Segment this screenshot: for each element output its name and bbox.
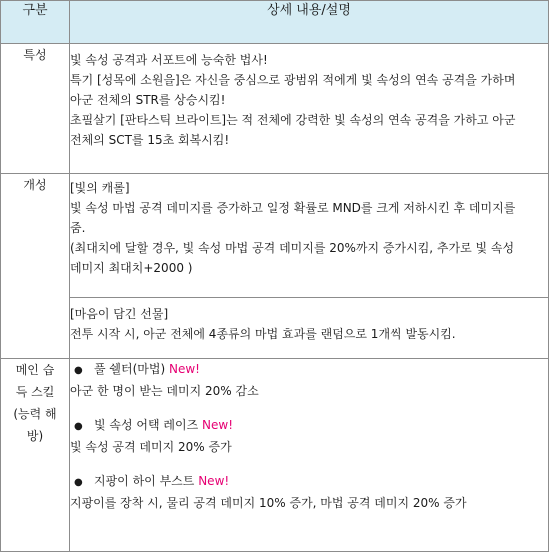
header-category: 구분 <box>1 1 70 44</box>
skill-name: 지팡이 하이 부스트 <box>94 474 195 489</box>
skills-label <box>1 359 70 552</box>
skills-label-line: 메인 습 <box>15 363 55 378</box>
skills-row <box>1 359 549 552</box>
trait-row <box>1 44 549 173</box>
new-badge: New! <box>202 418 233 433</box>
bullet-icon: ● <box>74 421 83 433</box>
new-badge: New! <box>198 474 230 489</box>
skill-item <box>70 359 548 401</box>
personality-item-light-carol <box>70 173 549 297</box>
personality-row-1 <box>1 173 549 297</box>
trait-line: 초필살기 [판타스틱 브라이트]는 적 전체에 강력한 빛 속성의 연속 공격을 가하고 아군 <box>70 113 516 128</box>
personality-item-gift <box>70 297 549 359</box>
personality-line: (최대치에 달할 경우, 빛 속성 마법 공격 데미지를 20%까지 증가시킴, 추가로 빛 속성 <box>70 240 515 255</box>
new-badge: New! <box>168 362 200 377</box>
personality-title: [빛의 캐롤] <box>70 180 130 195</box>
personality-line: 데미지 최대치+2000 ) <box>70 260 193 275</box>
skill-desc: 아군 한 명이 받는 데미지 20% 감소 <box>70 384 259 399</box>
personality-row-2 <box>1 297 549 359</box>
personality-title: [마음이 담긴 선물] <box>70 306 169 321</box>
skill-title <box>70 415 548 437</box>
skill-title <box>70 471 548 493</box>
header-row <box>1 1 549 44</box>
personality-label: 개성 <box>1 173 70 359</box>
trait-content <box>70 44 549 173</box>
skill-item <box>70 415 548 457</box>
skill-name: 빛 속성 어택 레이즈 <box>94 418 199 433</box>
header-details: 상세 내용/설명 <box>70 1 549 44</box>
bullet-icon: ● <box>74 365 83 377</box>
skills-content <box>70 359 549 552</box>
trait-label: 특성 <box>1 44 70 173</box>
skill-desc: 빛 속성 공격 데미지 20% 증가 <box>70 440 232 455</box>
skills-label-line: 득 스킬 <box>15 385 55 400</box>
skill-title <box>70 359 548 381</box>
trait-line: 아군 전체의 STR를 상승시킴! <box>70 93 226 108</box>
personality-line: 전투 시작 시, 아군 전체에 4종류의 마법 효과를 랜덤으로 1개씩 발동시킴. <box>70 326 456 341</box>
skill-name: 풀 쉘터(마법) <box>94 362 166 377</box>
skill-item <box>70 471 548 513</box>
trait-line: 특기 [성목에 소원을]은 자신을 중심으로 광범위 적에게 빛 속성의 연속 공격을 가하며 <box>70 73 516 88</box>
skills-label-line: (능력 해 <box>13 407 57 422</box>
trait-line: 전체의 SCT를 15초 회복시킴! <box>70 133 230 148</box>
personality-line: 빛 속성 마법 공격 데미지를 증가하고 일정 확률로 MND를 크게 저하시킨 후 데미지를 <box>70 200 516 215</box>
skill-desc: 지팡이를 장착 시, 물리 공격 데미지 10% 증가, 마법 공격 데미지 20% 증가 <box>70 496 467 511</box>
personality-line: 줌. <box>70 220 86 235</box>
trait-line: 빛 속성 공격과 서포트에 능숙한 법사! <box>70 53 268 68</box>
bullet-icon: ● <box>74 477 83 489</box>
skills-label-line: 방) <box>26 429 44 444</box>
